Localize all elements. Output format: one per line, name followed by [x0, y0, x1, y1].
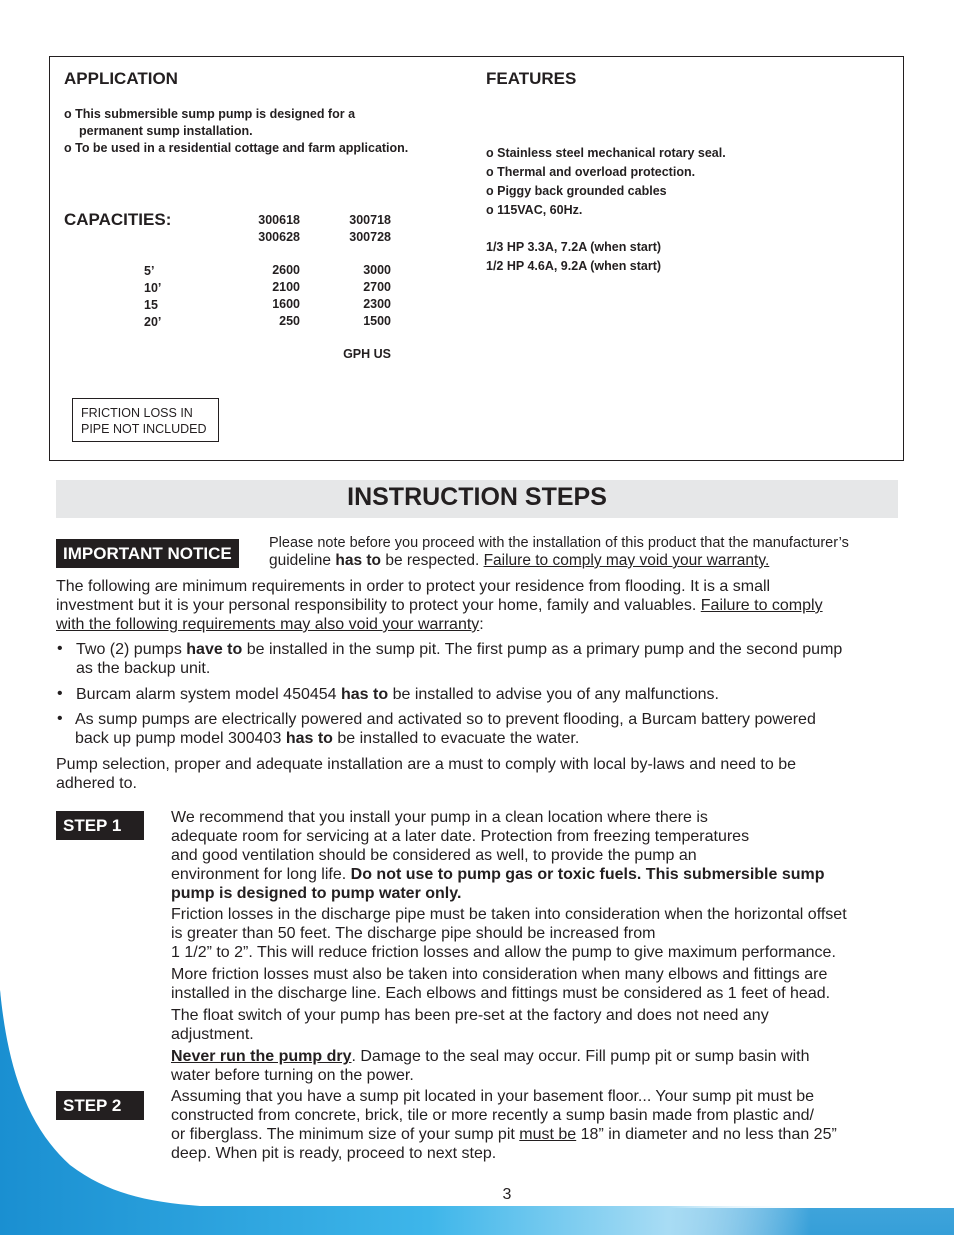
step-1-content — [171, 808, 847, 1085]
capacity-value: 250 — [279, 314, 300, 328]
instruction-steps-title: INSTRUCTION STEPS — [347, 483, 607, 511]
capacity-row-head: 15 — [144, 298, 158, 312]
step-text: 18” in diameter and no less than 25” — [576, 1126, 837, 1143]
bullet-item — [76, 685, 719, 704]
capacity-unit: GPH US — [343, 347, 391, 361]
capacity-row-head: 5’ — [144, 264, 155, 278]
step-line: We recommend that you install your pump in a clean location where there is — [171, 809, 708, 826]
bullet-text: back up pump model 300403 — [75, 730, 286, 747]
bullet-line: As sump pumps are electrically powered and activated so to prevent flooding, a Burcam battery powered — [75, 711, 816, 728]
notice-respected: be respected. — [381, 552, 484, 569]
step-line: The float switch of your pump has been pre-set at the factory and does not need any — [171, 1007, 769, 1024]
intro-line — [56, 615, 823, 634]
step-2-content — [171, 1087, 837, 1163]
capacity-value: 2700 — [363, 280, 391, 294]
selection-line: Pump selection, proper and adequate installation are a must to comply with local by-laws and need to be — [56, 756, 796, 773]
bullet-icon: • — [57, 640, 63, 657]
step-line — [171, 1047, 847, 1066]
step-line: adequate room for servicing at a later date. Protection from freezing temperatures — [171, 828, 750, 845]
application-line: permanent sump installation. — [79, 124, 253, 138]
bullet-icon: • — [57, 685, 63, 702]
model-number: 300728 — [349, 230, 391, 244]
friction-loss-note — [72, 398, 219, 442]
step-line: constructed from concrete, brick, tile or more recently a sump basin made from plastic and/ — [171, 1107, 814, 1124]
intro-warranty-warning: with the following requirements may also void your warranty — [56, 616, 480, 633]
instruction-steps-title-bar — [56, 480, 898, 518]
features-heading: FEATURES — [486, 69, 577, 88]
intro-line — [56, 596, 823, 615]
model-number: 300718 — [349, 213, 391, 227]
notice-warranty-warning: Failure to comply may void your warranty. — [483, 552, 770, 569]
intro-colon: : — [479, 616, 484, 633]
step-line: installed in the discharge line. Each elbows and fittings must be considered as 1 feet of head. — [171, 985, 831, 1002]
capacity-value: 2300 — [363, 297, 391, 311]
step-line: water before turning on the power. — [171, 1067, 414, 1084]
intro-paragraph — [56, 577, 823, 634]
step-text: . Damage to the seal may occur. Fill pump pit or sump basin with — [351, 1048, 810, 1065]
step-2-label: STEP 2 — [56, 1091, 144, 1120]
step-line: and good ventilation should be considered as well, to provide the pump an — [171, 847, 697, 864]
application-heading: APPLICATION — [64, 69, 178, 88]
feature-item: o 115VAC, 60Hz. — [486, 203, 583, 217]
step-line: is greater than 50 feet. The discharge pipe should be increased from — [171, 925, 656, 942]
capacity-value: 3000 — [363, 263, 391, 277]
bullet-text: Two (2) pumps — [76, 641, 187, 658]
bullet-item — [75, 710, 816, 748]
selection-paragraph — [56, 755, 796, 793]
application-line: o This submersible sump pump is designed for a — [64, 107, 356, 121]
never-run-dry-warning: Never run the pump dry — [171, 1048, 352, 1065]
bullet-text: be installed to evacuate the water. — [332, 730, 580, 747]
capacity-value: 2100 — [272, 280, 300, 294]
bullet-bold: has to — [341, 686, 389, 703]
capacities-heading: CAPACITIES: — [64, 210, 172, 229]
step-line: Assuming that you have a sump pit located in your basement floor... Your sump pit must be — [171, 1088, 815, 1105]
bullet-text: be installed in the sump pit. The first pump as a primary pump and the second pump — [242, 641, 843, 658]
notice-has-to: has to — [335, 552, 382, 569]
step-line: 1 1/2” to 2”. This will reduce friction losses and allow the pump to give maximum performance. — [171, 944, 836, 961]
bullet-line: as the backup unit. — [76, 660, 211, 677]
step-warning: pump is designed to pump water only. — [171, 885, 462, 902]
intro-text: investment but it is your personal responsibility to protect your home, family and valuables. — [56, 597, 701, 614]
notice-line: Please note before you proceed with the installation of this product that the manufacturer’s — [269, 535, 849, 551]
bullet-text: be installed to advise you of any malfunctions. — [388, 686, 719, 703]
bullet-icon: • — [57, 710, 63, 727]
application-line: o To be used in a residential cottage and farm application. — [64, 141, 409, 155]
intro-line: The following are minimum requirements in order to protect your residence from flooding. It is a small — [56, 578, 771, 595]
step-must-be: must be — [519, 1126, 577, 1143]
model-number: 300628 — [258, 230, 300, 244]
selection-line: adhered to. — [56, 775, 137, 792]
bullet-line — [76, 640, 842, 659]
step-text: or fiberglass. The minimum size of your sump pit — [171, 1126, 520, 1143]
important-notice-text — [269, 534, 849, 570]
capacity-row-head: 20’ — [144, 315, 162, 329]
friction-note-line: FRICTION LOSS IN — [81, 406, 193, 420]
feature-item: o Stainless steel mechanical rotary seal. — [486, 146, 726, 160]
page-number: 3 — [502, 1186, 512, 1203]
intro-warranty-warning: Failure to comply — [700, 597, 823, 614]
bullet-bold: has to — [285, 730, 333, 747]
capacity-row-head: 10’ — [144, 281, 162, 295]
notice-guideline: guideline — [269, 552, 336, 569]
step-1-label: STEP 1 — [56, 811, 144, 840]
amperage-item: 1/3 HP 3.3A, 7.2A (when start) — [486, 240, 662, 254]
bullet-line — [75, 729, 816, 748]
bullet-item — [76, 640, 842, 678]
step-line: deep. When pit is ready, proceed to next step. — [171, 1145, 497, 1162]
bullet-bold: have to — [186, 641, 243, 658]
feature-item: o Piggy back grounded cables — [486, 184, 667, 198]
step-warning: Do not use to pump gas or toxic fuels. This submersible sump — [350, 866, 825, 883]
capacity-value: 1500 — [363, 314, 391, 328]
step-line — [171, 865, 847, 884]
step-text: environment for long life. — [171, 866, 351, 883]
important-notice-label: IMPORTANT NOTICE — [56, 539, 239, 568]
notice-line — [269, 552, 849, 570]
amperage-item: 1/2 HP 4.6A, 9.2A (when start) — [486, 259, 662, 273]
model-number: 300618 — [258, 213, 300, 227]
capacity-value: 1600 — [272, 297, 300, 311]
friction-note-line: PIPE NOT INCLUDED — [81, 422, 207, 436]
step-line: More friction losses must also be taken into consideration when many elbows and fittings are — [171, 966, 828, 983]
bullet-text: Burcam alarm system model 450454 — [76, 686, 341, 703]
feature-item: o Thermal and overload protection. — [486, 165, 696, 179]
step-line — [171, 1125, 837, 1144]
capacity-value: 2600 — [272, 263, 300, 277]
step-line: adjustment. — [171, 1026, 254, 1043]
step-line: Friction losses in the discharge pipe must be taken into consideration when the horizontal offset — [171, 906, 847, 923]
step-line — [171, 884, 847, 903]
